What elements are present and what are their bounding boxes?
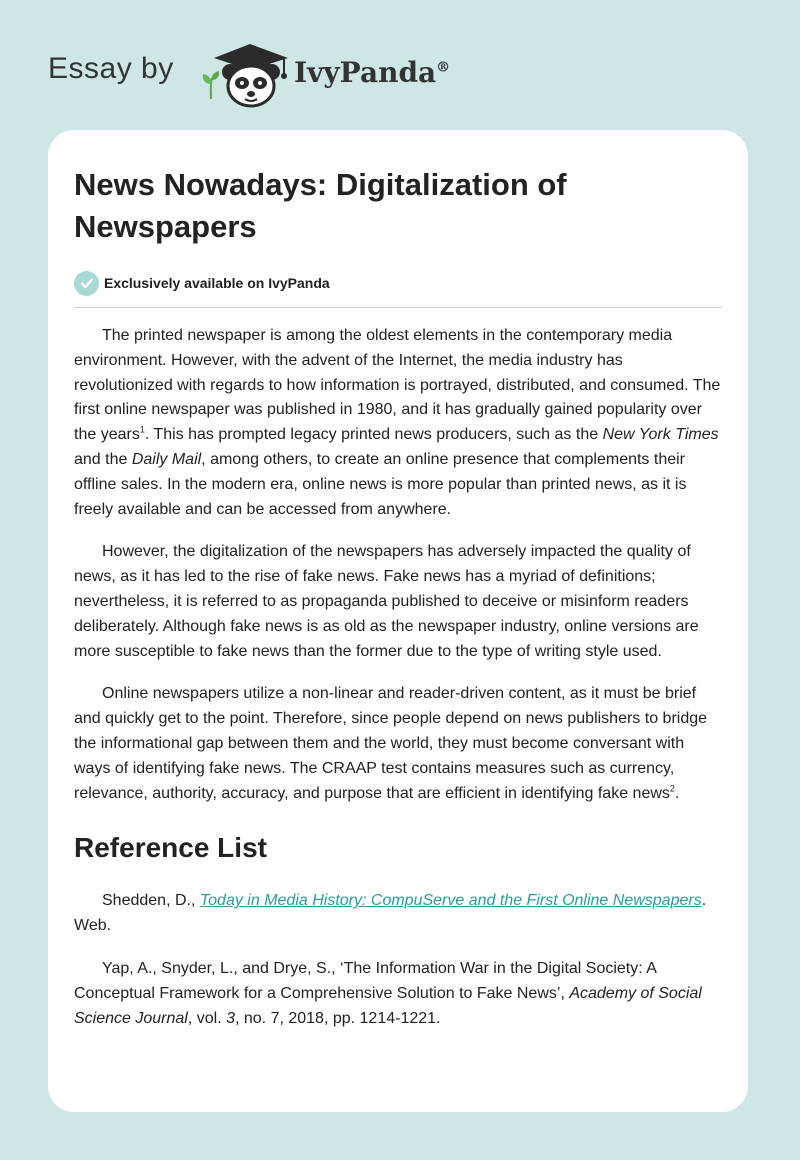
footnote-1[interactable]: 1 xyxy=(139,424,145,435)
panda-logo-icon[interactable] xyxy=(210,40,292,110)
exclusive-badge xyxy=(74,270,722,296)
essay-content xyxy=(74,164,722,1031)
reference-item-2: Yap, A., Snyder, L., and Drye, S., ‘The Information War in the Digital Society: A Conceptual Framework for a Comprehensive Solution to Fake News’, Academy of Social Science Journal, vol. 3, no. 7, 2018, pp. 1214-1221. xyxy=(74,959,702,1027)
reference-link[interactable]: Today in Media History: CompuServe and the First Online Newspapers xyxy=(199,892,702,910)
footnote-2[interactable]: 2 xyxy=(669,783,675,794)
paragraph-2: However, the digitalization of the newspapers has adversely impacted the quality of news, as it has led to the rise of fake news. Fake news has a myriad of definitions; nevertheless, it is referred to as propaganda published to deceive or misinform readers deliberately. Although fake news is as old as the newspaper industry, online versions are more susceptible to fake news than the former due to the type of writing style used. xyxy=(74,543,699,660)
paragraph-3: Online newspapers utilize a non-linear and reader-driven content, as it must be brief and quickly get to the point. Therefore, since people depend on news publishers to bridge the informational gap between them and the world, they must become conversant with ways of identifying fake news. The CRAAP test contains measures such as currency, relevance, authority, accuracy, and purpose that are efficient in identifying fake news$^2$. xyxy=(74,685,708,802)
paragraph-1: The printed newspaper is among the oldest elements in the contemporary media environment. However, with the advent of the Internet, the media industry has revolutionized with regards to how information is portrayed, distributed, and consumed. The first online newspaper was published in 1980, and it has gradually gained popularity over the years$^1$. This has prompted legacy printed news producers, such as the New York Times and the Daily Mail, among others, to create an online presence that complements their offline sales. In the modern era, online news is more popular than printed news, as it is freely available and can be accessed from anywhere. xyxy=(74,327,721,518)
reference-item-1: Shedden, D., Today in Media History: CompuServe and the First Online Newspapers. Web. xyxy=(74,892,707,935)
divider xyxy=(74,307,722,308)
page-title: News Nowadays: Digitalization of Newspapers xyxy=(74,167,567,244)
reference-list-heading: Reference List xyxy=(74,832,267,864)
essay-by-label: Essay by xyxy=(48,52,174,85)
site-header xyxy=(48,40,648,110)
brand-name[interactable]: IvyPanda® xyxy=(294,56,451,89)
exclusive-badge-label: Exclusively available on IvyPanda xyxy=(104,275,330,291)
check-icon xyxy=(74,271,99,296)
essay-card xyxy=(48,130,748,1112)
